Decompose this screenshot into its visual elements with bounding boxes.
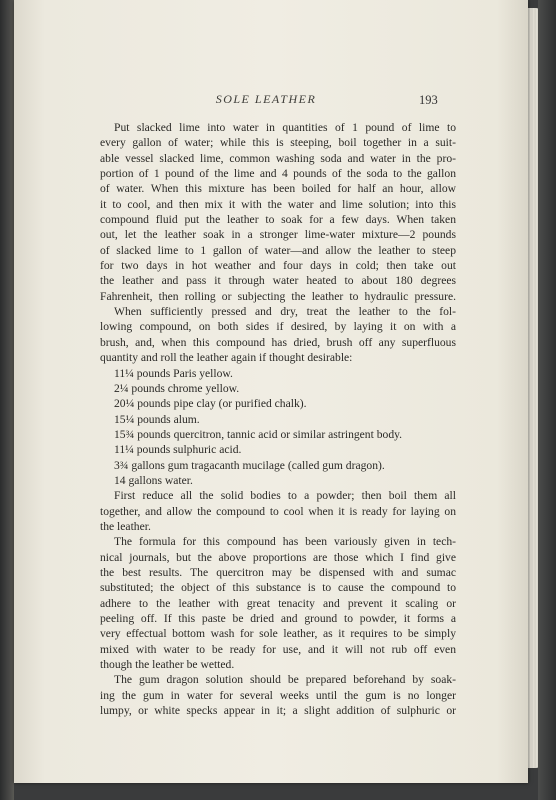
text-line: brush, and, when this compound has dried, brush off any superfluous <box>100 335 456 349</box>
text-line: Fahrenheit, then rolling or subjecting the leather to hydraulic pressure. <box>100 289 456 303</box>
running-head: SOLE LEATHER <box>215 92 317 106</box>
text-line: quantity and roll the leather again if thought desirable: <box>100 351 353 365</box>
text-line: ing the gum in water for several weeks until the gum is no longer <box>100 688 456 702</box>
text-line: 11¼ pounds Paris yellow. <box>114 366 233 380</box>
text-line: lowing compound, on both sides if desired, by laying it on with a <box>100 320 456 334</box>
text-line: every gallon of water; while this is steeping, boil together in a suit- <box>100 136 456 150</box>
text-line: peeling off. If this paste be dried and ground to powder, it forms a <box>100 612 456 625</box>
text-line: substituted; the object of this substance is to cause the compound to <box>100 581 456 595</box>
text-line: 15¼ pounds alum. <box>114 412 200 426</box>
text-line: the best results. The quercitron may be dispensed with and sumac <box>100 565 456 579</box>
text-line: When sufficiently pressed and dry, treat the leather to the fol- <box>114 305 456 319</box>
book-cover-edge <box>538 0 556 800</box>
text-line: lumpy, or white specks appear in it; a slight addition of sulphuric or <box>100 704 456 718</box>
book-binding-left <box>0 0 14 800</box>
text-line: the leather and pass it through water heated to about 180 degrees <box>100 274 456 288</box>
text-line: compound fluid put the leather to soak for a few days. When taken <box>100 213 456 227</box>
page-number: 193 <box>419 93 438 107</box>
text-line: 11¼ pounds sulphuric acid. <box>114 443 242 457</box>
text-line: First reduce all the solid bodies to a powder; then boil them all <box>114 489 456 503</box>
body-text <box>100 120 456 718</box>
text-line: it to cool, and then mix it with the water and lime solution; into this <box>100 197 456 211</box>
text-line: 2¼ pounds chrome yellow. <box>114 381 240 395</box>
text-line: very effectual bottom wash for sole leather, as it requires to be simply <box>100 627 456 641</box>
text-line: of water. When this mixture has been boiled for half an hour, allow <box>100 182 456 196</box>
text-line: The gum dragon solution should be prepared beforehand by soak- <box>114 673 456 687</box>
text-line: adhere to the leather with great tenacity and prevent it scaling or <box>100 596 456 610</box>
text-line: though the leather be wetted. <box>100 658 235 672</box>
text-line: The formula for this compound has been variously given in tech- <box>114 535 456 549</box>
text-line: 14 gallons water. <box>114 473 193 487</box>
text-line: together, and allow the compound to cool when it is ready for laying on <box>100 504 456 518</box>
text-line: the leather. <box>100 519 151 533</box>
text-line: mixed with water to be ready for use, and it will not rub off even <box>100 642 456 656</box>
text-line: Put slacked lime into water in quantities of 1 pound of lime to <box>114 121 456 134</box>
text-line: 15¾ pounds quercitron, tannic acid or similar astringent body. <box>114 427 403 441</box>
text-line: 20¼ pounds pipe clay (or purified chalk). <box>114 397 307 411</box>
text-line: nical journals, but the above proportions are those which I find give <box>100 550 456 564</box>
text-line: portion of 1 pound of the lime and 4 pounds of the soda to the gallon <box>100 167 456 181</box>
text-line: able vessel slacked lime, common washing soda and water in the pro- <box>100 151 456 165</box>
text-line: for two days in hot weather and four days in cold; then take out <box>100 259 456 273</box>
text-line: out, let the leather soak in a stronger lime-water mixture—2 pounds <box>100 228 456 242</box>
text-line: of slacked lime to 1 gallon of water—and allow the leather to steep <box>100 243 456 257</box>
text-line: 3¾ gallons gum tragacanth mucilage (called gum dragon). <box>114 458 385 472</box>
